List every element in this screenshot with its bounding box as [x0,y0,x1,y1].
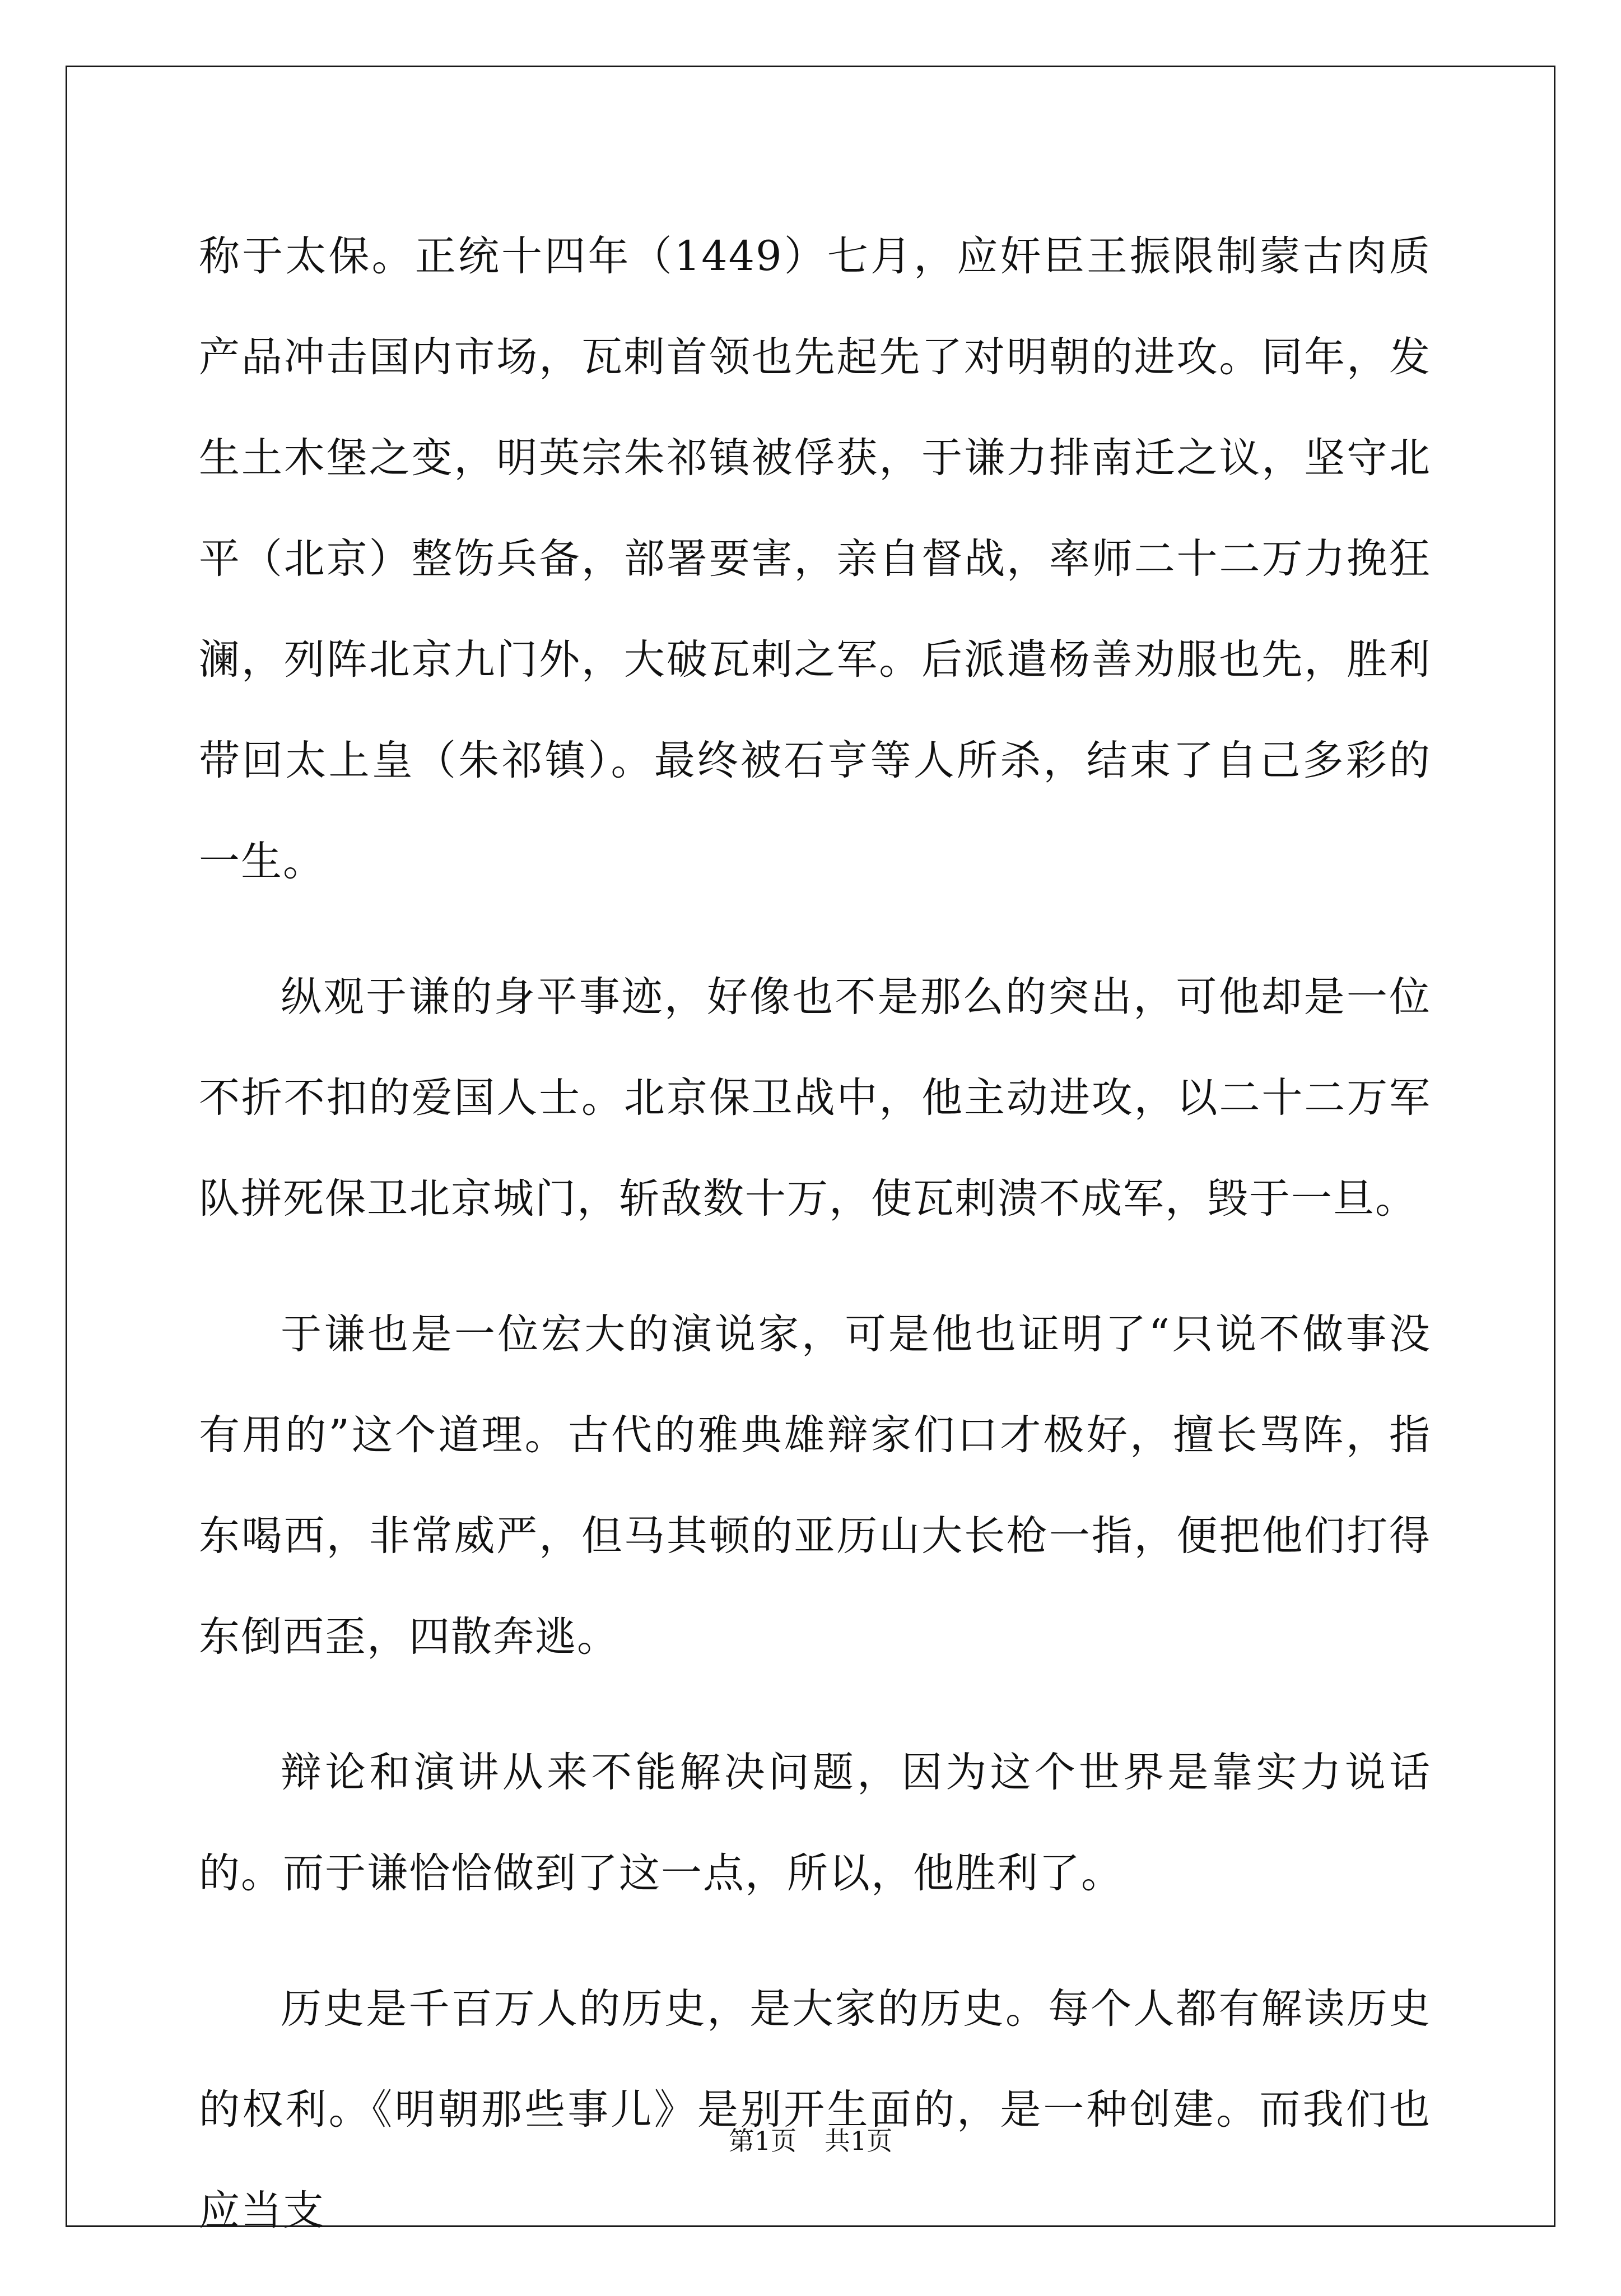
page-total: 共1页 [825,2126,893,2156]
paragraph-2: 纵观于谦的身平事迹，好像也不是那么的突出，可他却是一位不折不扣的爱国人士。北京保卫战中，他主动进攻，以二十二万军队拼死保卫北京城门，斩敌数十万，使瓦剌溃不成军，毁于一旦。 [199,973,1431,1223]
paragraph-1: 称于太保。正统十四年（1449）七月，应奸臣王振限制蒙古肉质产品冲击国内市场，瓦剌首领也先起先了对明朝的进攻。同年，发生土木堡之变，明英宗朱祁镇被俘获，于谦力排南迁之议，坚守北平（北京）整饬兵备，部署要害，亲自督战，率师二十二万力挽狂澜，列阵北京九门外，大破瓦剌之军。后派遣杨善劝服也先，胜利带回太上皇（朱祁镇）。最终被石亨等人所杀，结束了自己多彩的一生。 [199,233,1431,885]
document-body [199,206,1431,2296]
paragraph-4: 辩论和演讲从来不能解决问题，因为这个世界是靠实力说话的。而于谦恰恰做到了这一点，所以，他胜利了。 [199,1749,1431,1897]
page-number: 第1页 [728,2126,796,2156]
paragraph-5: 历史是千百万人的历史，是大家的历史。每个人都有解读历史的权利。《明朝那些事儿》是别开生面的，是一种创建。而我们也应当支 [199,1985,1431,2234]
page-footer [0,2121,1621,2158]
paragraph-3: 于谦也是一位宏大的演说家，可是他也证明了“只说不做事没有用的”这个道理。古代的雅典雄辩家们口才极好，擅长骂阵，指东喝西，非常威严，但马其顿的亚历山大长枪一指，便把他们打得东倒西歪，四散奔逃。 [199,1310,1431,1661]
